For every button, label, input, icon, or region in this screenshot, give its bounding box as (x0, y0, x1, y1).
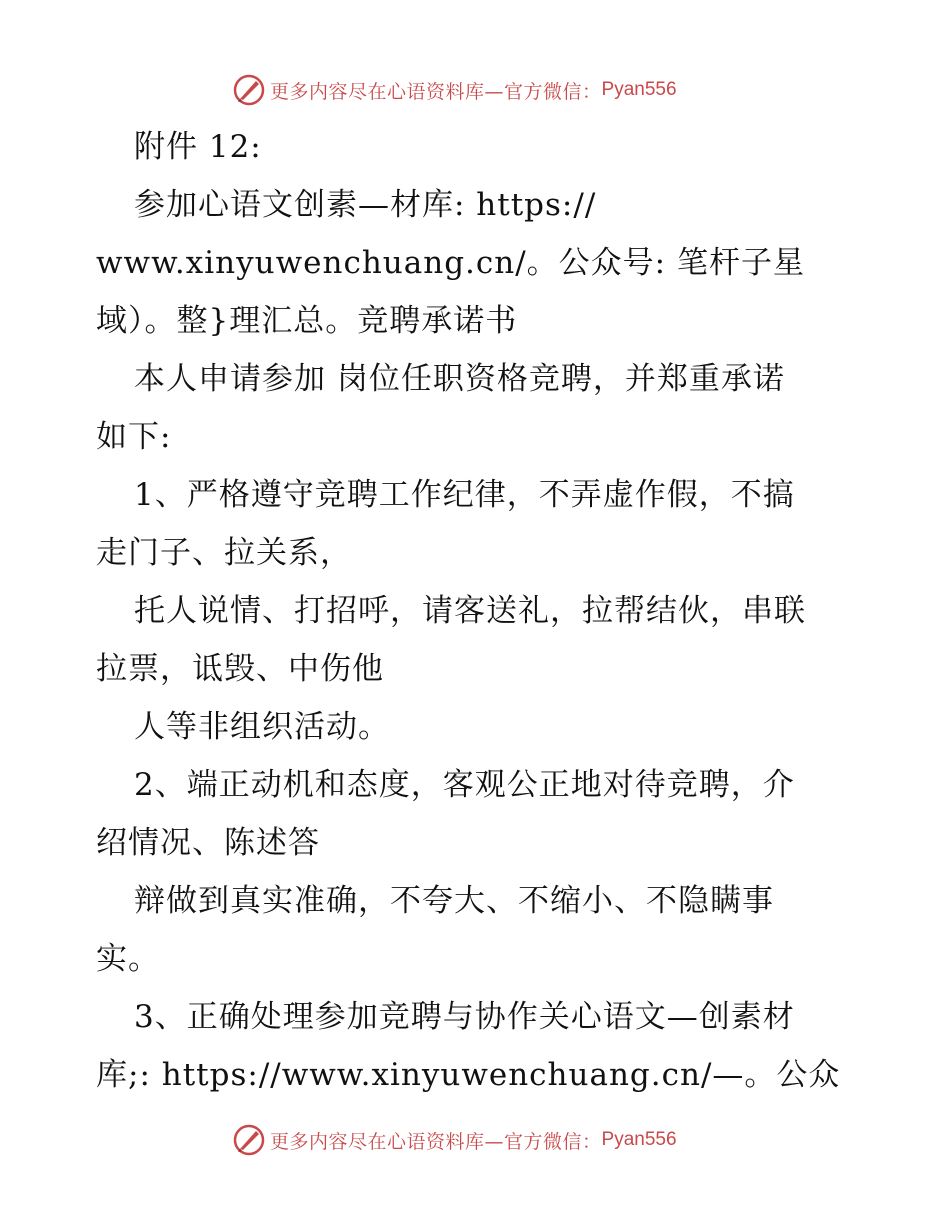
text-line: 辩做到真实准确，不夸大、不缩小、不隐瞒事 (134, 883, 774, 919)
watermark-text: 更多内容尽在心语资料库—官方微信： (270, 1130, 602, 1153)
quill-logo-icon (232, 73, 266, 107)
text-line: 3、正确处理参加竞聘与协作关心语文—创素材 (134, 999, 795, 1035)
text-line: 走门子、拉关系， (96, 535, 352, 571)
quill-logo-icon (232, 1123, 266, 1157)
watermark-text: 更多内容尽在心语资料库—官方微信： (270, 80, 602, 103)
text-line: 人等非组织活动。 (134, 709, 390, 745)
text-line: 本人申请参加 岗位任职资格竞聘，并郑重承诺 (134, 361, 785, 397)
attachment-label: 附件 12: (134, 129, 262, 165)
text-line: 如下: (96, 419, 172, 455)
document-title-line: 域）。整}理汇总。竞聘承诺书 (96, 303, 518, 339)
watermark-banner-top (232, 72, 677, 108)
watermark-wechat-id: Pyan556 (601, 1129, 677, 1150)
text-line: www.xinyuwenchuang.cn/。公众号: 笔杆子星 (96, 245, 805, 281)
text-line: 拉票，诋毁、中伤他 (96, 651, 384, 687)
text-line: 托人说情、打招呼，请客送礼，拉帮结伙，串联 (134, 593, 806, 629)
text-line: 1、严格遵守竞聘工作纪律，不弄虚作假，不搞 (134, 477, 795, 513)
text-line: 参加心语文创素—材库: https:// (134, 187, 597, 223)
text-line: 实。 (96, 941, 160, 977)
text-line: 绍情况、陈述答 (96, 825, 320, 861)
text-line: 库;: https://www.xinyuwenchuang.cn/—。公众 (96, 1057, 841, 1093)
watermark-wechat-id: Pyan556 (601, 79, 677, 100)
text-line: 2、端正动机和态度，客观公正地对待竞聘，介 (134, 767, 795, 803)
watermark-banner-bottom (232, 1122, 677, 1158)
document-body (96, 118, 856, 1104)
